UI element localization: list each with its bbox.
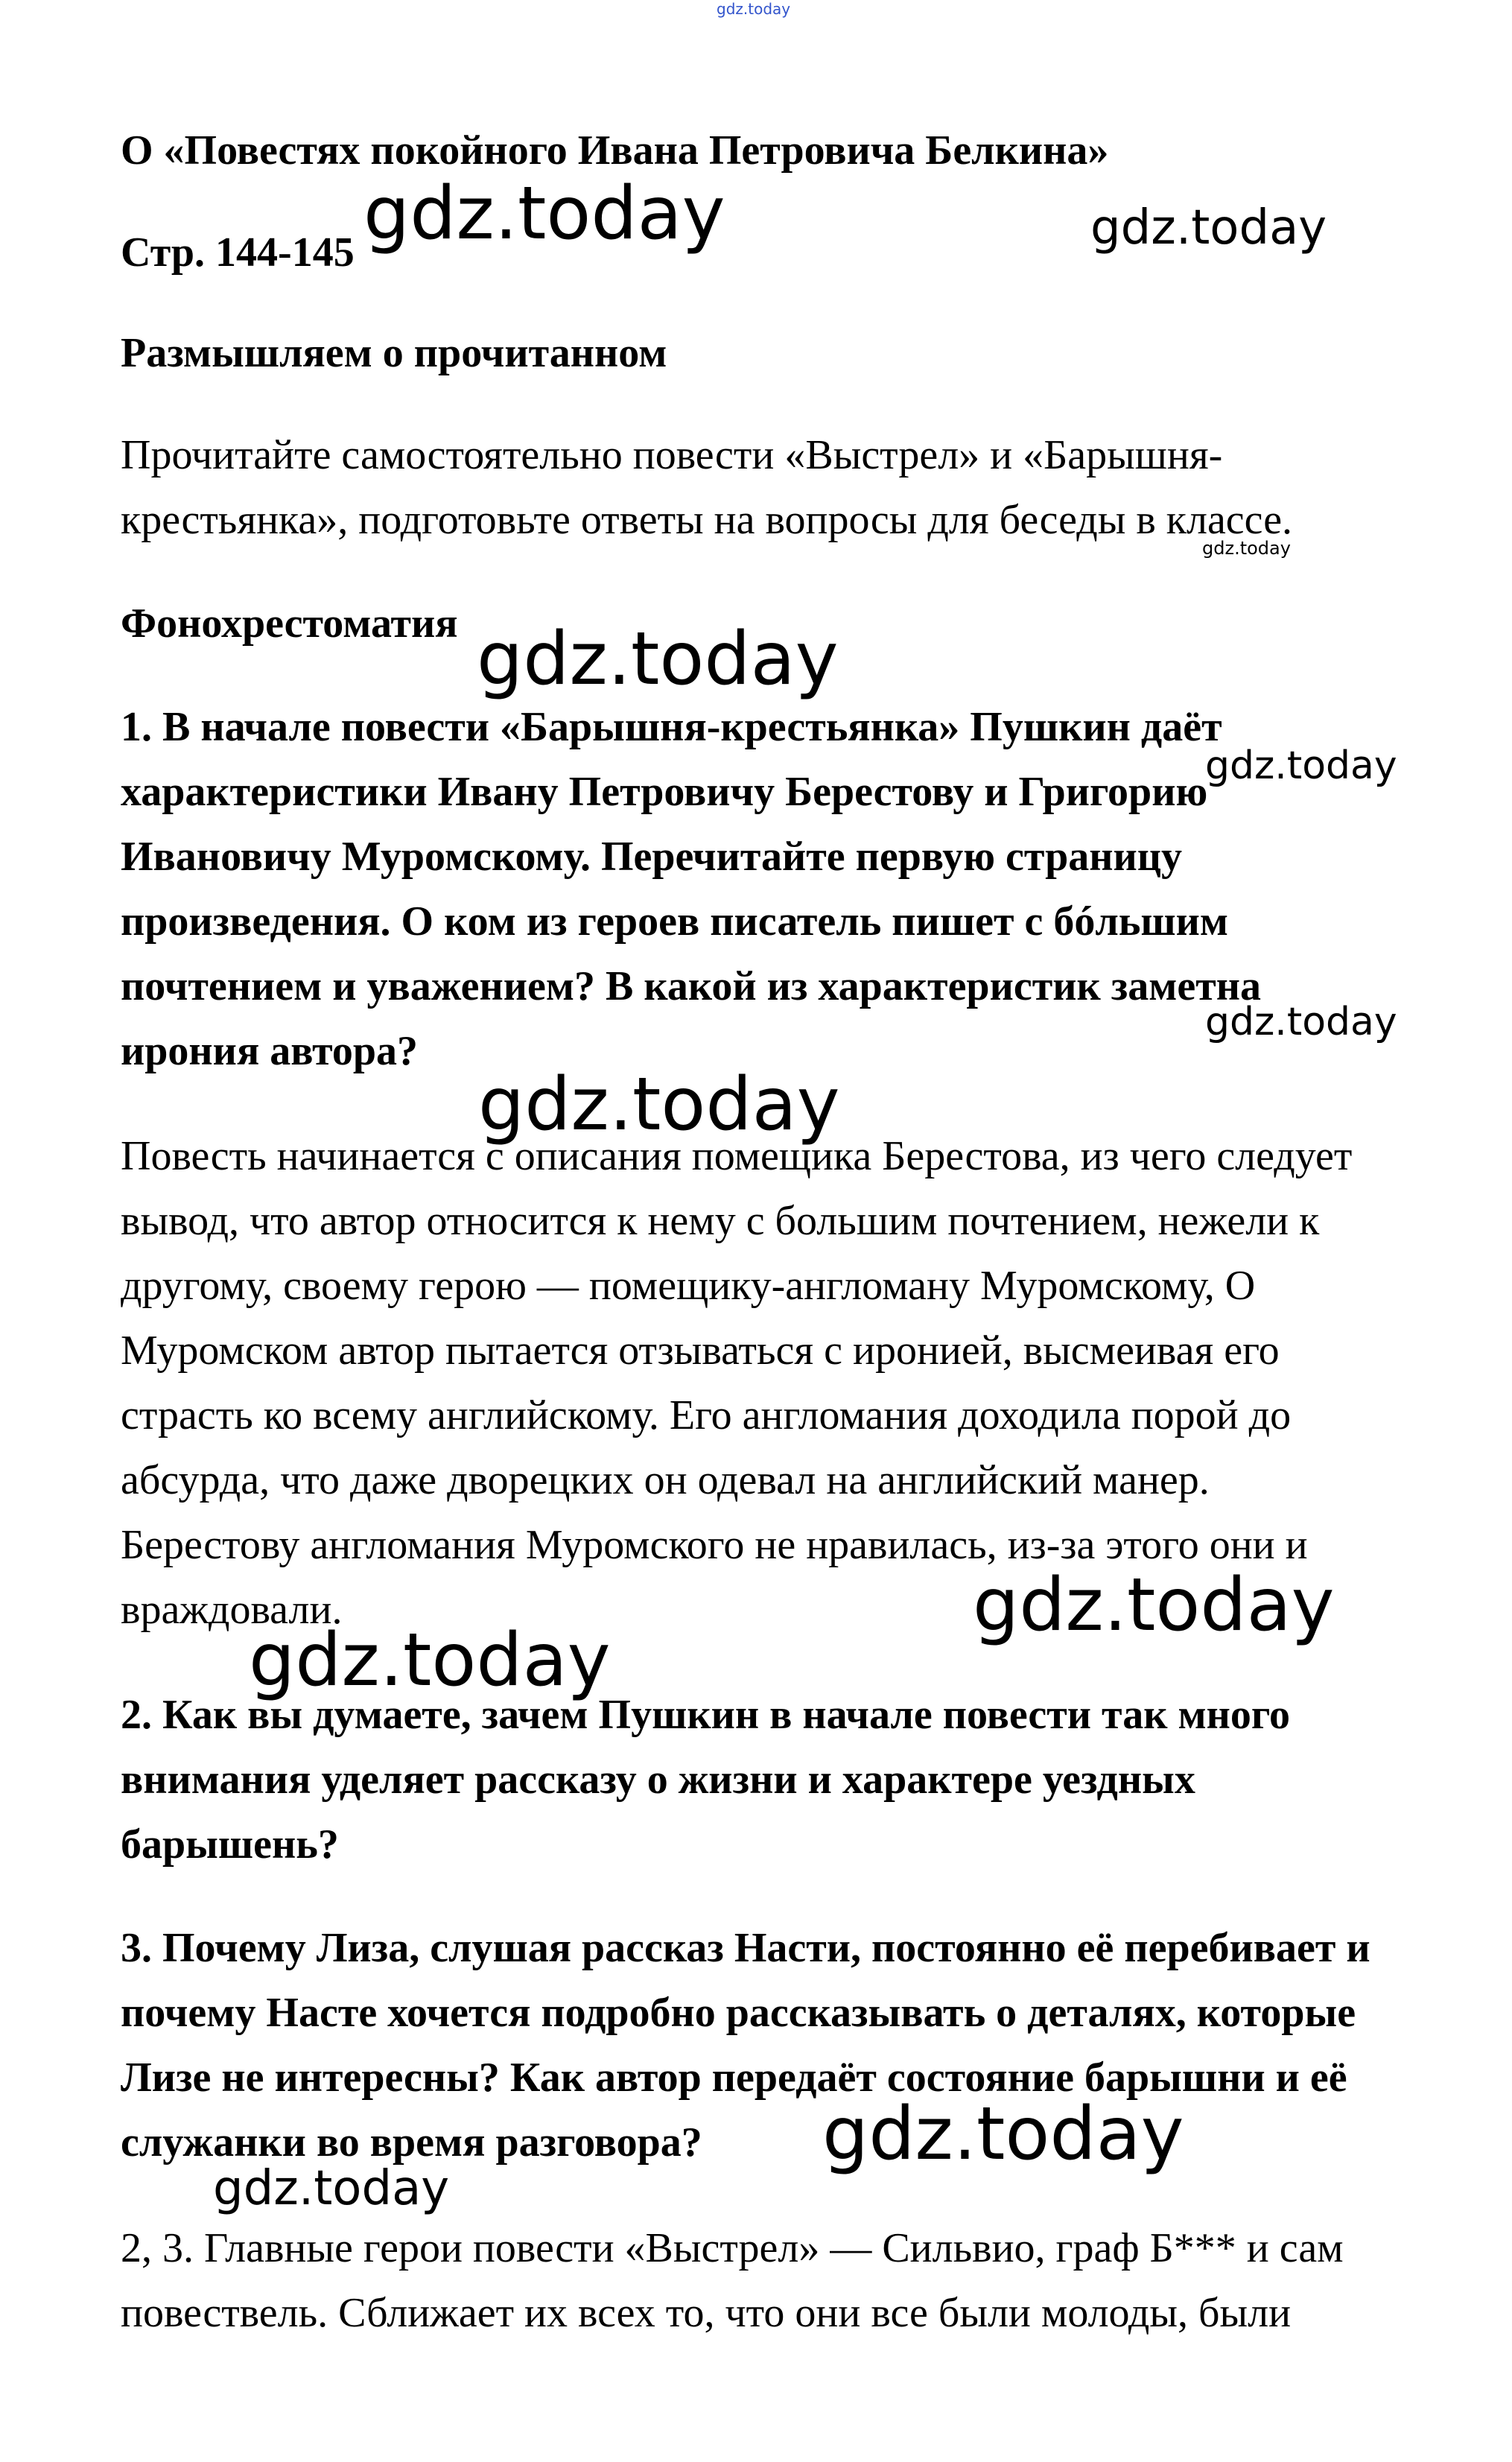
watermark-top: gdz.today — [717, 0, 791, 18]
answer-1-line-4: Муромском автор пытается отзываться с иронией, высмеивая его — [121, 1327, 1280, 1374]
answer-1-line-5: страсть ко всему английскому. Его англомания доходила порой до — [121, 1392, 1292, 1438]
section-heading-reflect: Размышляем о прочитанном — [121, 330, 667, 376]
answer-1-line-3: другому, своему герою — помещику-англоману Муромскому, О — [121, 1263, 1256, 1309]
document-title: О «Повестях покойного Ивана Петровича Белкина» — [121, 127, 1109, 174]
question-3-line-4: служанки во время разговора? — [121, 2119, 702, 2166]
section-heading-phono: Фонохрестоматия — [121, 600, 458, 647]
watermark: gdz.today — [1090, 200, 1327, 256]
question-2-line-2: внимания уделяет рассказу о жизни и характере уездных — [121, 1757, 1195, 1803]
answer-23-line-1: 2, 3. Главные герои повести «Выстрел» — Сильвио, граф Б*** и сам — [121, 2225, 1344, 2271]
answer-23-line-2: повествель. Сближает их всех то, что они все были молоды, были — [121, 2290, 1292, 2336]
answer-1-line-6: абсурда, что даже дворецких он одевал на английский манер. — [121, 1457, 1210, 1503]
answer-1-line-7: Берестову англомания Муромского не нравилась, из-за этого они и — [121, 1522, 1308, 1568]
watermark: gdz.today — [1202, 538, 1291, 559]
pages-reference: Стр. 144-145 — [121, 229, 355, 276]
watermark: gdz.today — [1205, 743, 1397, 788]
question-1-line-1: 1. В начале повести «Барышня-крестьянка» Пушкин даёт — [121, 704, 1222, 750]
question-3-line-2: почему Насте хочется подробно рассказывать о деталях, которые — [121, 1990, 1356, 2036]
watermark: gdz.today — [1205, 1000, 1397, 1044]
question-1-line-4: произведения. О ком из героев писатель пишет с бóльшим — [121, 898, 1229, 945]
question-2-line-3: барышень? — [121, 1821, 339, 1868]
question-3-line-1: 3. Почему Лиза, слушая рассказ Насти, постоянно её перебивает и — [121, 1925, 1370, 1971]
answer-1-line-1: Повесть начинается с описания помещика Берестова, из чего следует — [121, 1133, 1353, 1179]
question-1-line-6: ирония автора? — [121, 1028, 418, 1074]
question-1-line-3: Ивановичу Муромскому. Перечитайте первую страницу — [121, 834, 1183, 880]
question-2-line-1: 2. Как вы думаете, зачем Пушкин в начале повести так много — [121, 1692, 1290, 1738]
answer-1-line-8: враждовали. — [121, 1587, 343, 1633]
watermark: gdz.today — [478, 1062, 840, 1147]
watermark: gdz.today — [213, 2161, 450, 2216]
watermark: gdz.today — [822, 2092, 1184, 2177]
reflect-line-1: Прочитайте самостоятельно повести «Выстрел» и «Барышня- — [121, 432, 1223, 478]
question-3-line-3: Лизе не интересны? Как автор передаёт состояние барышни и её — [121, 2055, 1347, 2101]
question-1-line-2: характеристики Ивану Петровичу Берестову и Григорию — [121, 769, 1208, 815]
watermark: gdz.today — [477, 617, 839, 702]
reflect-line-2: крестьянка», подготовьте ответы на вопросы для беседы в классе. — [121, 497, 1293, 543]
watermark: gdz.today — [249, 1618, 611, 1703]
watermark: gdz.today — [973, 1563, 1335, 1648]
watermark: gdz.today — [363, 171, 725, 256]
question-1-line-5: почтением и уважением? В какой из характеристик заметна — [121, 963, 1262, 1009]
answer-1-line-2: вывод, что автор относится к нему с большим почтением, нежели к — [121, 1198, 1320, 1244]
